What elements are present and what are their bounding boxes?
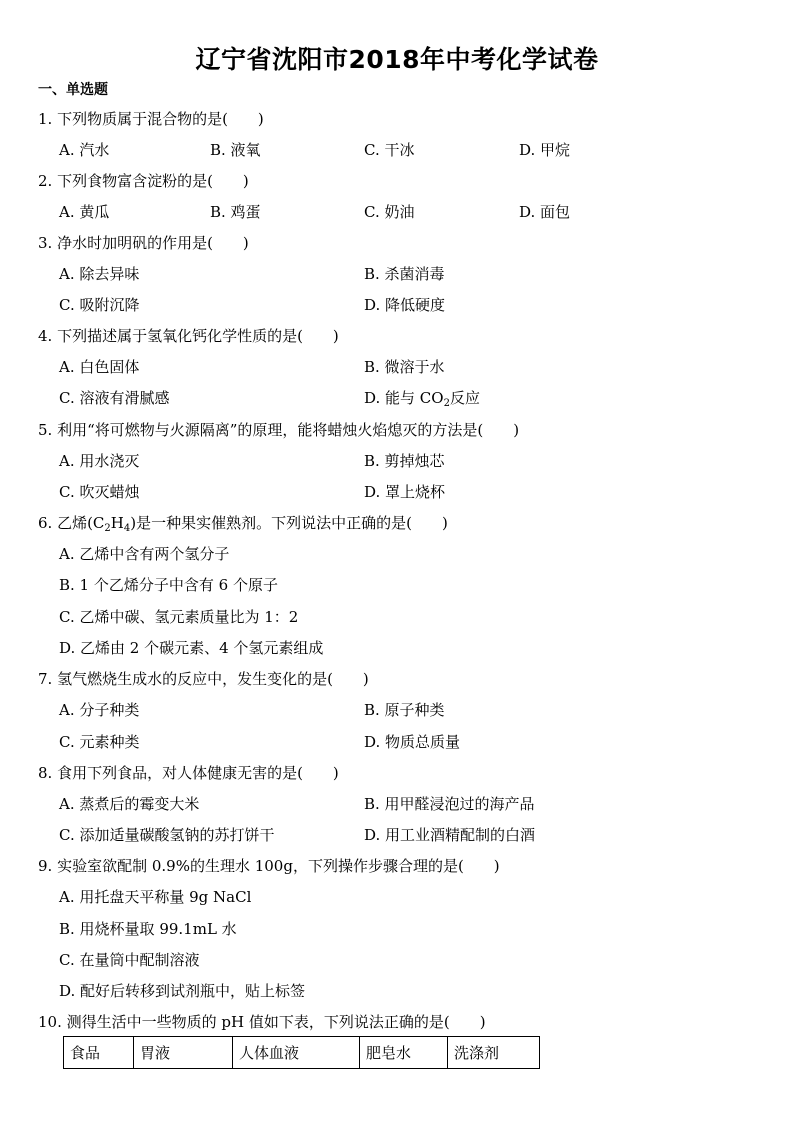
q6-option-d: D. 乙烯由 2 个碳元素、4 个氢元素组成 — [59, 639, 324, 657]
q4-option-d-text: D. 能与 CO — [364, 389, 444, 407]
q7-option-d: D. 物质总质量 — [364, 733, 461, 751]
q1-option-b: B. 液氧 — [210, 141, 261, 159]
q2-option-b: B. 鸡蛋 — [210, 203, 261, 221]
question-5: 5. 利用“将可燃物与火源隔离”的原理，能将蜡烛火焰熄灭的方法是( ) — [38, 421, 520, 439]
table-header-cell: 人体血液 — [233, 1037, 360, 1069]
q9-option-c: C. 在量筒中配制溶液 — [59, 951, 200, 969]
q6-stem-end: )是一种果实催熟剂。下列说法中正确的是( ) — [130, 514, 448, 532]
question-2: 2. 下列食物富含淀粉的是( ) — [38, 172, 249, 190]
q1-option-d: D. 甲烷 — [519, 141, 571, 159]
q7-option-b: B. 原子种类 — [364, 701, 445, 719]
subscript: 2 — [104, 523, 111, 534]
q6-stem-start: 6. 乙烯(C — [38, 514, 105, 532]
q6-option-b: B. 1 个乙烯分子中含有 6 个原子 — [59, 576, 278, 594]
q2-option-a: A. 黄瓜 — [59, 203, 110, 221]
page-title: 辽宁省沈阳市2018年中考化学试卷 — [195, 45, 599, 74]
table-header-cell: 食品 — [64, 1037, 134, 1069]
q9-option-a: A. 用托盘天平称量 9g NaCl — [59, 888, 252, 906]
q7-option-a: A. 分子种类 — [59, 701, 140, 719]
q7-option-c: C. 元素种类 — [59, 733, 140, 751]
table-header-cell: 洗涤剂 — [448, 1037, 540, 1069]
q5-option-a: A. 用水浇灭 — [59, 452, 140, 470]
q9-option-b: B. 用烧杯量取 99.1mL 水 — [59, 920, 237, 938]
q3-option-c: C. 吸附沉降 — [59, 296, 140, 314]
q4-option-d — [364, 387, 480, 409]
q4-option-c: C. 溶液有滑腻感 — [59, 389, 170, 407]
question-8: 8. 食用下列食品，对人体健康无害的是( ) — [38, 764, 339, 782]
q8-option-a: A. 蒸煮后的霉变大米 — [59, 795, 200, 813]
table-header-cell: 胃液 — [134, 1037, 233, 1069]
question-7: 7. 氢气燃烧生成水的反应中，发生变化的是( ) — [38, 670, 369, 688]
q4-option-b: B. 微溶于水 — [364, 358, 445, 376]
subscript: 2 — [443, 398, 450, 409]
ph-table — [63, 1036, 540, 1069]
table-row — [64, 1037, 540, 1069]
q8-option-d: D. 用工业酒精配制的白酒 — [364, 826, 536, 844]
q6-option-c: C. 乙烯中碳、氢元素质量比为 1：2 — [59, 608, 299, 626]
q3-option-d: D. 降低硬度 — [364, 296, 446, 314]
table-header-cell: 肥皂水 — [360, 1037, 448, 1069]
q2-option-c: C. 奶油 — [364, 203, 415, 221]
q6-stem-mid: H — [110, 514, 124, 532]
question-1: 1. 下列物质属于混合物的是( ) — [38, 110, 264, 128]
subscript: 4 — [123, 523, 131, 534]
question-10: 10. 测得生活中一些物质的 pH 值如下表，下列说法正确的是( ) — [38, 1013, 486, 1031]
q5-option-c: C. 吹灭蜡烛 — [59, 483, 140, 501]
question-9: 9. 实验室欲配制 0.9%的生理水 100g，下列操作步骤合理的是( ) — [38, 857, 500, 875]
question-6 — [38, 512, 448, 534]
q8-option-b: B. 用甲醛浸泡过的海产品 — [364, 795, 535, 813]
q1-option-a: A. 汽水 — [59, 141, 110, 159]
section-heading: 一、单选题 — [38, 82, 108, 98]
q6-option-a: A. 乙烯中含有两个氢分子 — [59, 545, 230, 563]
question-3: 3. 净水时加明矾的作用是( ) — [38, 234, 249, 252]
q9-option-d: D. 配好后转移到试剂瓶中，贴上标签 — [59, 982, 306, 1000]
q5-option-b: B. 剪掉烛芯 — [364, 452, 445, 470]
q4-option-d-tail: 反应 — [449, 389, 480, 407]
q3-option-b: B. 杀菌消毒 — [364, 265, 445, 283]
q1-option-c: C. 干冰 — [364, 141, 415, 159]
q2-option-d: D. 面包 — [519, 203, 571, 221]
q3-option-a: A. 除去异味 — [59, 265, 140, 283]
question-4: 4. 下列描述属于氢氧化钙化学性质的是( ) — [38, 327, 339, 345]
q4-option-a: A. 白色固体 — [59, 358, 140, 376]
q8-option-c: C. 添加适量碳酸氢钠的苏打饼干 — [59, 826, 275, 844]
q5-option-d: D. 罩上烧杯 — [364, 483, 446, 501]
